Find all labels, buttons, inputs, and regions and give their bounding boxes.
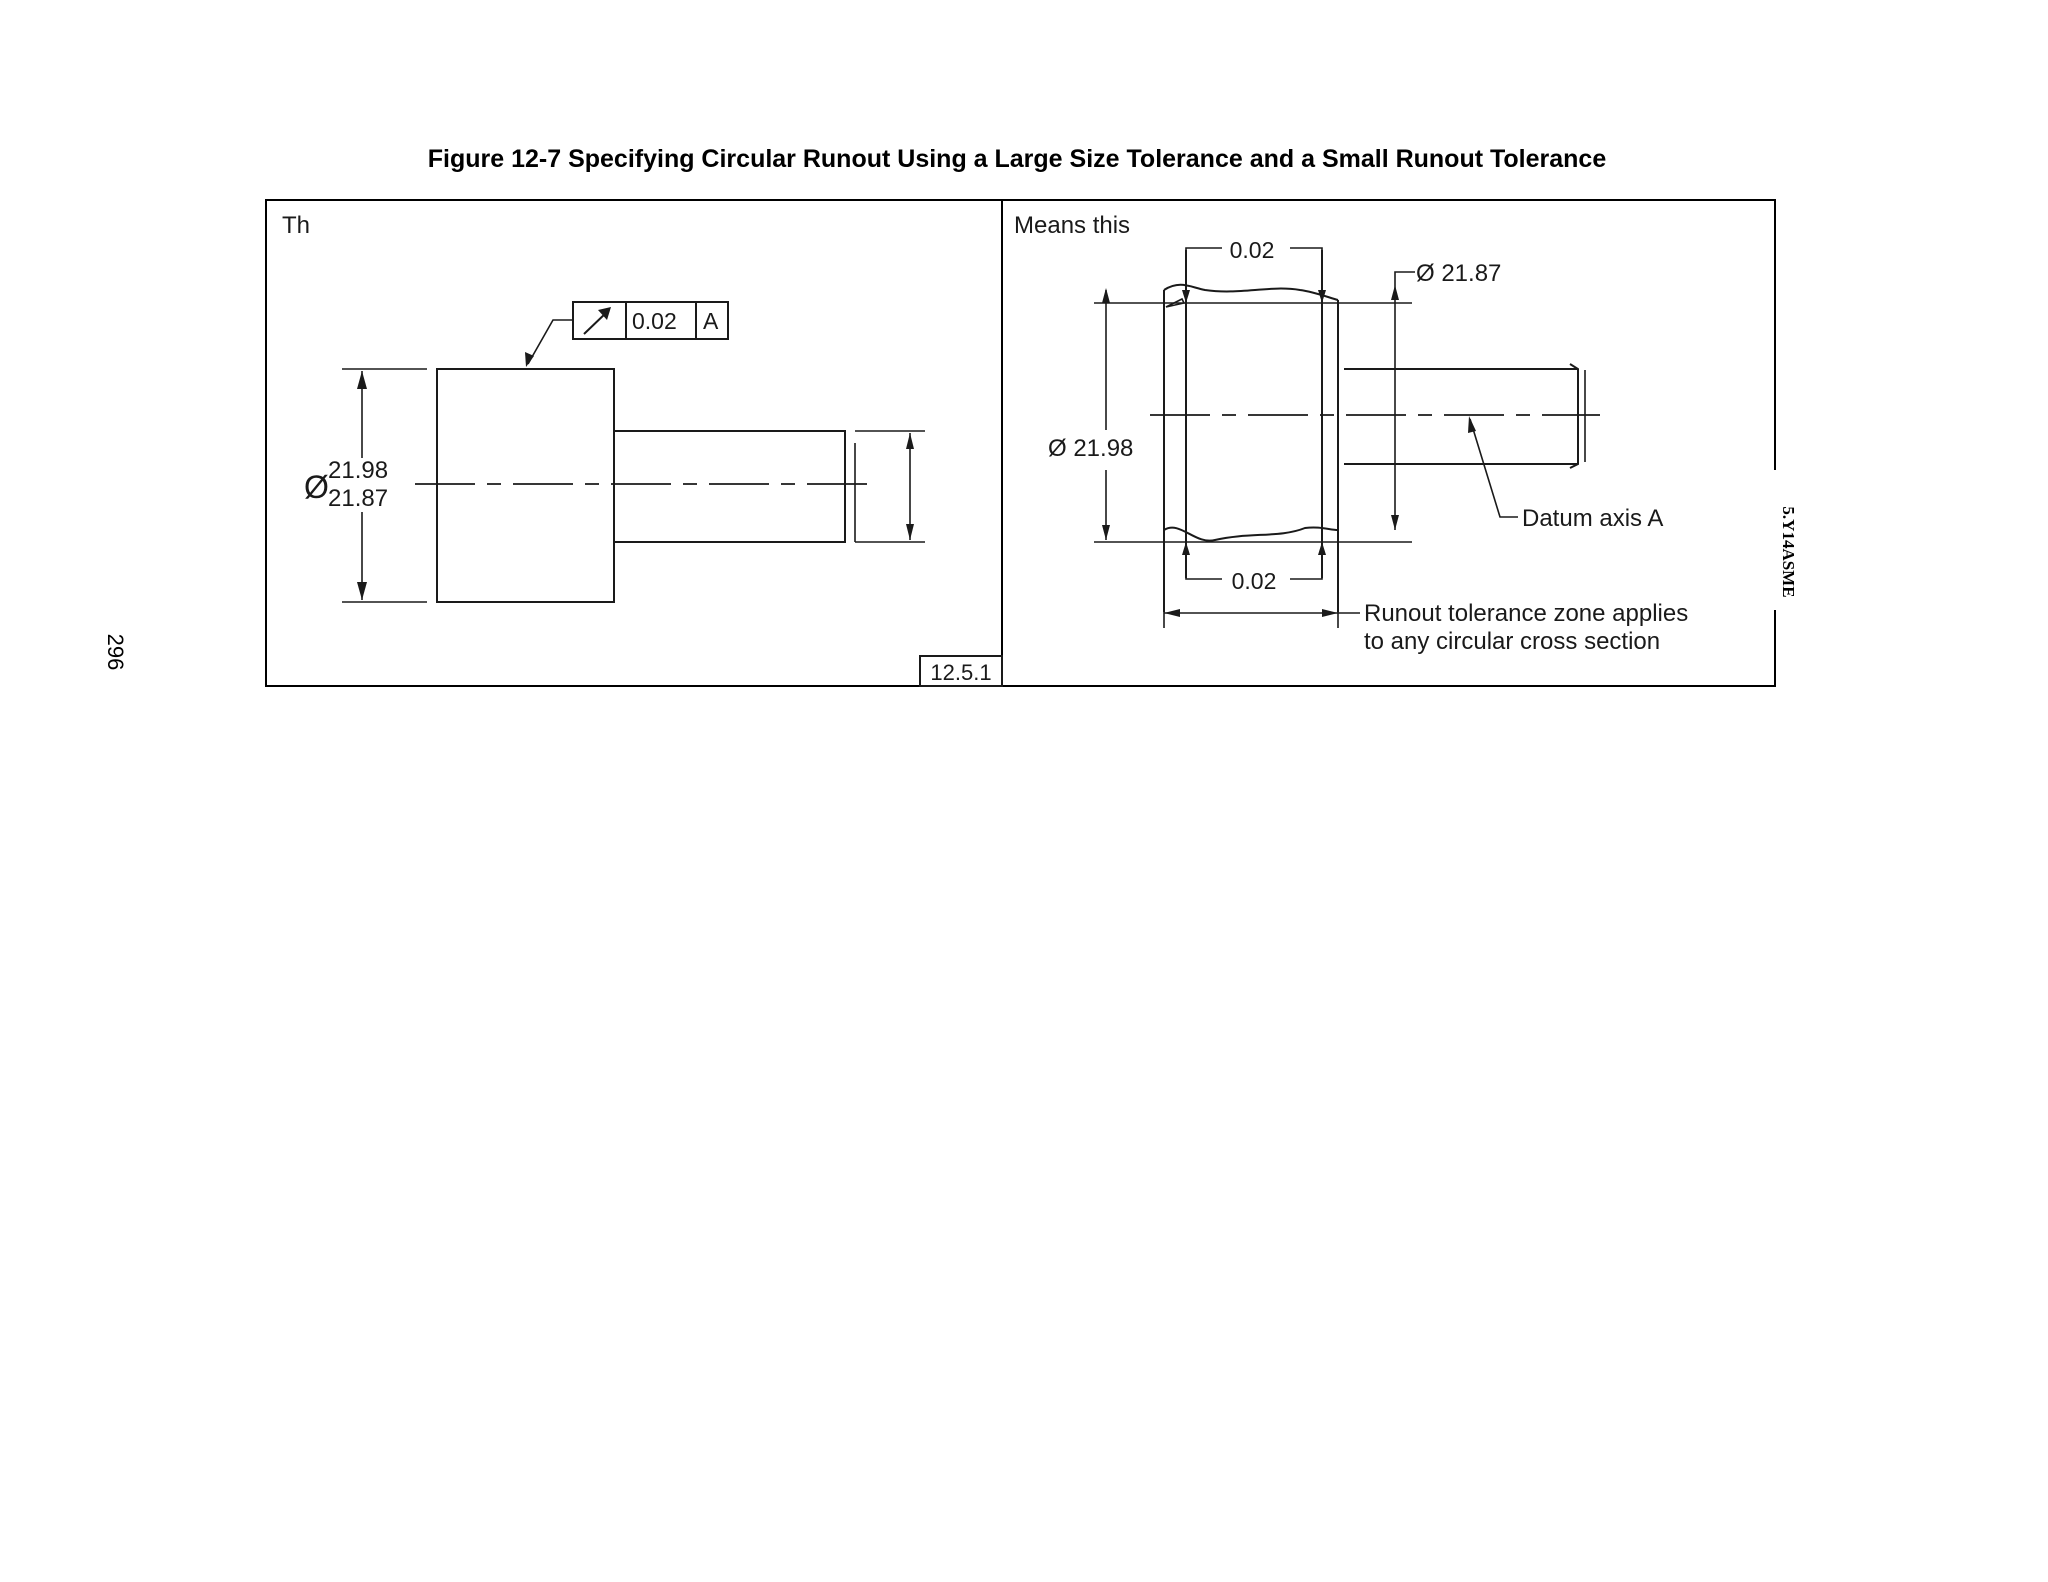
zone-note-line-1: Runout tolerance zone applies [1364,600,1689,627]
top-dim-left [1186,248,1222,255]
datum-leader-arrow [1468,416,1476,433]
bottom-dim-left [1186,572,1222,579]
datum-leader [1470,419,1518,517]
top-dim-right [1290,248,1322,255]
page-number: 296 [103,633,128,671]
min-dia-leader [1395,272,1415,285]
small-diameter-shaft [614,431,845,542]
max-dia-arrow-down [1102,525,1110,540]
shaft-arrow-down [906,524,914,540]
bottom-zone-width: 0.02 [1231,568,1277,594]
zone-note-line-2: to any circular cross section [1364,628,1661,655]
upper-limit: 21.98 [328,457,389,484]
figure-title: Figure 12-7 Specifying Circular Runout Using a Large Size Tolerance and a Small Runout Tolerance [427,145,1607,173]
min-diameter: Ø 21.87 [1416,260,1502,287]
arrowhead-down [357,582,367,600]
feature-control-frame [573,302,728,339]
zone-width-arrow-left [1164,609,1180,617]
section-ref: 12.5.1 [930,660,992,685]
shaft-end [1570,364,1578,468]
bottom-dim-right [1290,572,1322,579]
diameter-symbol: Ø [304,469,329,505]
zone-arrow-bl [1182,542,1190,555]
min-dia-arrow-up [1391,285,1399,300]
lower-limit: 21.87 [328,485,389,512]
max-dia-arrow-up [1102,288,1110,303]
arrowhead-up [357,371,367,389]
shaft-arrow-up [906,433,914,449]
fcf-leader [528,320,573,364]
break-line-top [1164,285,1338,300]
break-line-bottom [1164,527,1338,540]
left-panel [282,212,1002,686]
top-zone-width: 0.02 [1229,237,1275,263]
large-diameter-body [437,369,614,602]
datum-axis-label: Datum axis A [1522,505,1664,532]
side-stamp: 5.Y14ASME [1779,506,1798,598]
fcf-datum: A [703,308,719,334]
circular-runout-symbol-icon [584,307,611,334]
fcf-tolerance: 0.02 [632,308,677,334]
min-dia-arrow-down [1391,515,1399,530]
right-panel [1014,212,1688,655]
right-panel-heading: Means this [1014,212,1131,239]
left-panel-heading: Th [282,212,311,239]
zone-width-arrow-right [1322,609,1338,617]
zone-arrow-br [1318,542,1326,555]
max-diameter: Ø 21.98 [1048,435,1134,462]
